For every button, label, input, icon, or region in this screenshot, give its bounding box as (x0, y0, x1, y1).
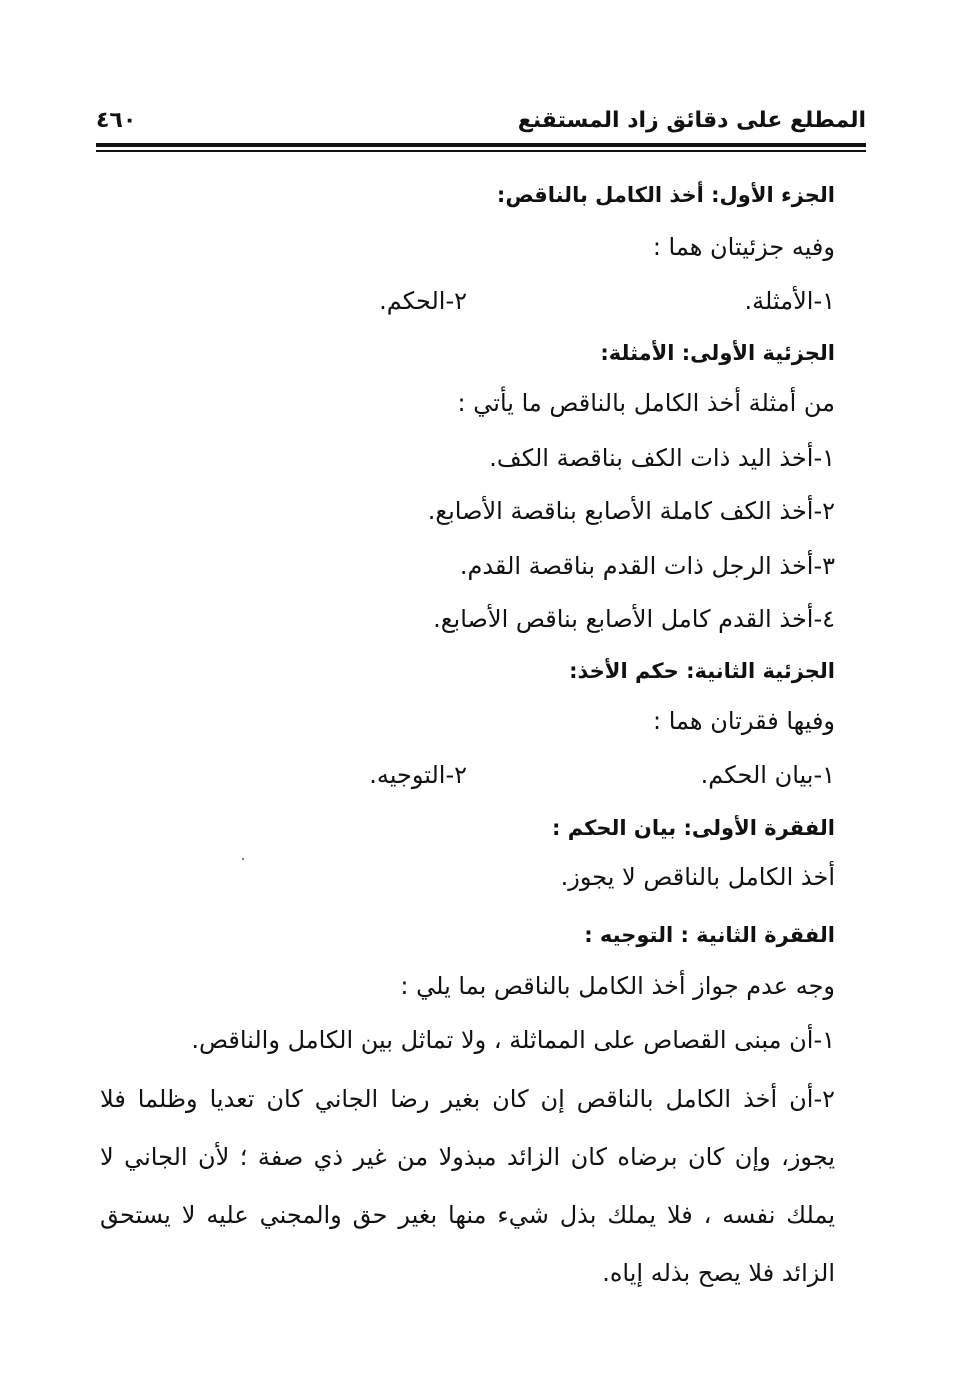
para1-heading: الفقرة الأولى: بيان الحكم : (552, 816, 835, 840)
para2-heading: الفقرة الثانية : التوجيه : (584, 923, 835, 947)
part-heading: الجزء الأول: أخذ الكامل بالناقص: (496, 183, 835, 207)
example-4: ٤-أخذ القدم كامل الأصابع بناقص الأصابع. (433, 605, 835, 633)
part-item-1: ١-الأمثلة. (744, 287, 835, 315)
para1-text: أخذ الكامل بالناقص لا يجوز. (560, 863, 835, 891)
sub2-item-1: ١-بيان الحكم. (700, 761, 835, 789)
reason-2: ٢-أن أخذ الكامل بالناقص إن كان بغير رضا الجاني كان تعديا وظلما فلا يجوز، وإن كان برضاه كان الزائد مبذولا من غير ذي صفة ؛ لأن الجاني لا يملك نفسه ، فلا يملك بذل شيء منها بغير حق والمجني عليه لا يستحق الزائد فلا يصح بذله إياه. (100, 1085, 835, 1287)
example-2: ٢-أخذ الكف كاملة الأصابع بناقصة الأصابع. (427, 497, 835, 525)
scan-speck (242, 858, 244, 860)
para2-intro: وجه عدم جواز أخذ الكامل بالناقص بما يلي : (400, 972, 835, 1000)
example-3: ٣-أخذ الرجل ذات القدم بناقصة القدم. (459, 552, 835, 580)
sub2-intro: وفيها فقرتان هما : (653, 707, 835, 735)
book-title: المطلع على دقائق زاد المستقنع (517, 108, 866, 133)
example-1: ١-أخذ اليد ذات الكف بناقصة الكف. (489, 444, 835, 472)
page-number: ٤٦٠ (96, 108, 137, 133)
part-item-2: ٢-الحكم. (379, 287, 467, 315)
sub2-heading: الجزئية الثانية: حكم الأخذ: (569, 659, 835, 683)
sub2-item-2: ٢-التوجيه. (369, 761, 467, 789)
reason-1: ١-أن مبنى القصاص على المماثلة ، ولا تماثل بين الكامل والناقص. (191, 1026, 835, 1054)
part-intro: وفيه جزئيتان هما : (652, 233, 835, 261)
sub1-heading: الجزئية الأولى: الأمثلة: (600, 341, 835, 365)
sub1-intro: من أمثلة أخذ الكامل بالناقص ما يأتي : (457, 389, 835, 417)
